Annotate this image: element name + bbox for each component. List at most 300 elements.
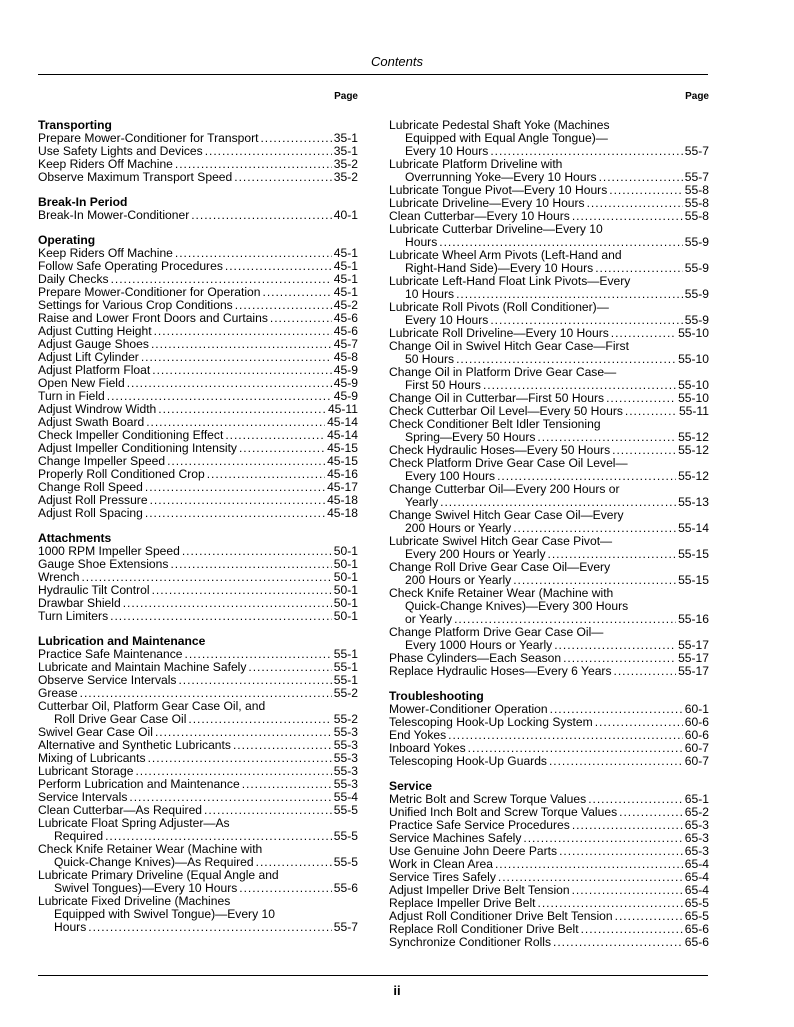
toc-entry-page: 55-12 bbox=[678, 443, 709, 457]
toc-entry-label: Check Cutterbar Oil Level—Every 50 Hours bbox=[389, 404, 623, 418]
toc-entry-label: Change Oil in Swivel Hitch Gear Case—First bbox=[389, 339, 629, 353]
toc-entry-page: 55-16 bbox=[678, 612, 709, 626]
toc-entry-label: Change Oil in Cutterbar—First 50 Hours bbox=[389, 391, 605, 405]
dot-leader bbox=[178, 674, 331, 687]
toc-entry[interactable] bbox=[389, 158, 709, 184]
section-title: Transporting bbox=[38, 118, 112, 132]
dot-leader bbox=[141, 351, 332, 364]
toc-entry-page: 55-7 bbox=[333, 920, 358, 934]
toc-entry-page: 45-1 bbox=[333, 272, 358, 286]
toc-entry[interactable] bbox=[38, 843, 358, 869]
toc-entry-page: 55-11 bbox=[678, 404, 709, 418]
toc-entry-page: 55-12 bbox=[678, 430, 709, 444]
toc-entry-label: Change Impeller Speed bbox=[38, 454, 166, 468]
toc-entry-page: 55-3 bbox=[333, 764, 358, 778]
footer-divider bbox=[38, 975, 708, 976]
dot-leader bbox=[599, 171, 683, 184]
toc-entry-label: or Yearly bbox=[405, 612, 453, 626]
toc-entry-label: Properly Roll Conditioned Crop bbox=[38, 467, 205, 481]
dot-leader bbox=[145, 507, 325, 520]
section-title: Attachments bbox=[38, 531, 112, 545]
toc-entry-label: Gauge Shoe Extensions bbox=[38, 557, 169, 571]
toc-entry-label: Required bbox=[54, 829, 104, 843]
toc-entry-label: 1000 RPM Impeller Speed bbox=[38, 544, 180, 558]
toc-entry[interactable] bbox=[38, 700, 358, 726]
dot-leader bbox=[587, 197, 683, 210]
dot-leader bbox=[148, 752, 332, 765]
dot-leader bbox=[207, 468, 325, 481]
toc-entry-label: Adjust Windrow Width bbox=[38, 402, 157, 416]
section-title: Operating bbox=[38, 233, 96, 247]
toc-entry-label: Prepare Mower-Conditioner for Operation bbox=[38, 285, 261, 299]
toc-entry-page: 55-2 bbox=[333, 712, 358, 726]
toc-entry-label: Lubricate Roll Driveline—Every 10 Hours bbox=[389, 326, 609, 340]
toc-entry[interactable] bbox=[38, 817, 358, 843]
toc-left-sections bbox=[38, 119, 358, 934]
toc-entry-label: Use Safety Lights and Devices bbox=[38, 144, 203, 158]
dot-leader bbox=[88, 921, 332, 934]
toc-section bbox=[38, 635, 358, 934]
toc-entry-page: 55-10 bbox=[678, 378, 709, 392]
toc-entry-page: 55-7 bbox=[684, 144, 709, 158]
toc-entry-label: Telescoping Hook-Up Locking System bbox=[389, 715, 593, 729]
toc-entry-label: Check Impeller Conditioning Effect bbox=[38, 428, 224, 442]
toc-entry-label: Lubricate Platform Driveline with bbox=[389, 157, 563, 171]
toc-entry[interactable] bbox=[389, 366, 709, 392]
toc-entry[interactable] bbox=[389, 119, 709, 158]
toc-entry-page: 35-1 bbox=[333, 144, 358, 158]
dot-leader bbox=[553, 936, 683, 949]
dot-leader bbox=[239, 882, 332, 895]
toc-entry-page: 55-3 bbox=[333, 725, 358, 739]
toc-entry-page: 55-1 bbox=[333, 647, 358, 661]
dot-leader bbox=[127, 377, 332, 390]
toc-entry-label: Observe Maximum Transport Speed bbox=[38, 170, 233, 184]
toc-entry-page: 45-17 bbox=[327, 480, 358, 494]
toc-entry-label: Spring—Every 50 Hours bbox=[405, 430, 536, 444]
toc-entry-label: Lubricate Cutterbar Driveline—Every 10 bbox=[389, 222, 603, 236]
dot-leader bbox=[239, 442, 325, 455]
toc-entry-page: 65-4 bbox=[684, 883, 709, 897]
toc-entry-page: 55-15 bbox=[678, 573, 709, 587]
header-divider bbox=[38, 74, 708, 75]
dot-leader bbox=[158, 403, 326, 416]
toc-entry-label: Mower-Conditioner Operation bbox=[389, 702, 548, 716]
dot-leader bbox=[270, 312, 332, 325]
toc-right-column bbox=[389, 90, 709, 961]
toc-entry-label: 200 Hours or Yearly bbox=[405, 573, 512, 587]
toc-entry-label: Synchronize Conditioner Rolls bbox=[389, 935, 552, 949]
toc-section bbox=[389, 690, 709, 768]
toc-entry-page: 50-1 bbox=[333, 557, 358, 571]
toc-entry-label: Use Genuine John Deere Parts bbox=[389, 844, 558, 858]
toc-entry-label: Turn Limiters bbox=[38, 609, 109, 623]
toc-entry-page: 45-18 bbox=[327, 493, 358, 507]
toc-entry-label: Observe Service Intervals bbox=[38, 673, 177, 687]
dot-leader bbox=[205, 145, 332, 158]
toc-entry-label: Raise and Lower Front Doors and Curtains bbox=[38, 311, 268, 325]
toc-entry-label: Adjust Roll Pressure bbox=[38, 493, 148, 507]
toc-entry-label: Every 1000 Hours or Yearly bbox=[405, 638, 553, 652]
dot-leader bbox=[260, 132, 331, 145]
dot-leader bbox=[170, 558, 331, 571]
toc-entry-page: 60-1 bbox=[684, 702, 709, 716]
toc-entry-page: 55-10 bbox=[678, 391, 709, 405]
toc-entry-label: Lubricant Storage bbox=[38, 764, 134, 778]
page-column-label: Page bbox=[685, 91, 709, 102]
toc-entry-label: Daily Checks bbox=[38, 272, 109, 286]
toc-entry-label: Quick-Change Knives)—As Required bbox=[54, 855, 254, 869]
toc-entry-label: Replace Hydraulic Hoses—Every 6 Years bbox=[389, 664, 612, 678]
toc-entry-label: Swivel Tongues)—Every 10 Hours bbox=[54, 881, 238, 895]
toc-entry[interactable] bbox=[38, 507, 358, 520]
toc-entry[interactable] bbox=[38, 869, 358, 895]
toc-entry-page: 60-7 bbox=[684, 741, 709, 755]
toc-entry-label: Service Intervals bbox=[38, 790, 128, 804]
toc-entry[interactable] bbox=[389, 483, 709, 509]
toc-entry-page: 45-1 bbox=[333, 285, 358, 299]
toc-entry-label: Service Tires Safely bbox=[389, 870, 496, 884]
toc-entry[interactable] bbox=[389, 587, 709, 626]
dot-leader bbox=[263, 286, 332, 299]
toc-entry-page: 45-6 bbox=[333, 311, 358, 325]
toc-section bbox=[38, 532, 358, 623]
toc-entry[interactable] bbox=[389, 509, 709, 535]
toc-entry-label: Perform Lubrication and Maintenance bbox=[38, 777, 240, 791]
dot-leader bbox=[609, 184, 683, 197]
toc-entry-label: Adjust Platform Float bbox=[38, 363, 151, 377]
toc-entry-label: Practice Safe Maintenance bbox=[38, 647, 183, 661]
toc-entry[interactable] bbox=[389, 936, 709, 949]
toc-entry-label: Lubricate Left-Hand Float Link Pivots—Every bbox=[389, 274, 631, 288]
toc-entry-page: 55-10 bbox=[678, 326, 709, 340]
toc-entry-page: 45-14 bbox=[327, 415, 358, 429]
toc-section bbox=[38, 234, 358, 520]
toc-entry-page: 55-9 bbox=[684, 287, 709, 301]
toc-entry-page: 45-9 bbox=[333, 376, 358, 390]
toc-entry-page: 55-3 bbox=[333, 777, 358, 791]
toc-entry[interactable] bbox=[389, 249, 709, 275]
toc-entry-page: 55-13 bbox=[678, 495, 709, 509]
dot-leader bbox=[559, 845, 683, 858]
toc-section bbox=[38, 196, 358, 222]
toc-entry-label: Lubricate Tongue Pivot—Every 10 Hours bbox=[389, 183, 608, 197]
dot-leader bbox=[191, 209, 332, 222]
dot-leader bbox=[448, 729, 683, 742]
toc-entry-page: 65-5 bbox=[684, 896, 709, 910]
toc-entry-label: Change Roll Speed bbox=[38, 480, 143, 494]
toc-entry-label: First 50 Hours bbox=[405, 378, 481, 392]
toc-entry-label: Every 100 Hours bbox=[405, 469, 496, 483]
toc-entry-label: Check Hydraulic Hoses—Every 50 Hours bbox=[389, 443, 611, 457]
toc-entry-page: 60-6 bbox=[684, 715, 709, 729]
toc-entry-label: Roll Drive Gear Case Oil bbox=[54, 712, 187, 726]
section-title: Lubrication and Maintenance bbox=[38, 634, 206, 648]
dot-leader bbox=[145, 481, 325, 494]
toc-entry-label: Mixing of Lubricants bbox=[38, 751, 146, 765]
toc-entry-label: Check Platform Drive Gear Case Oil Level— bbox=[389, 456, 628, 470]
toc-entry-label: Lubricate Driveline—Every 10 Hours bbox=[389, 196, 585, 210]
toc-entry-label: Adjust Impeller Drive Belt Tension bbox=[389, 883, 570, 897]
toc-entry-label: Adjust Gauge Shoes bbox=[38, 337, 149, 351]
toc-entry-page: 65-3 bbox=[684, 818, 709, 832]
toc-entry-label: Phase Cylinders—Each Season bbox=[389, 651, 562, 665]
toc-entry-label: Alternative and Synthetic Lubricants bbox=[38, 738, 231, 752]
toc-entry-page: 55-17 bbox=[678, 664, 709, 678]
dot-leader bbox=[615, 910, 683, 923]
toc-entry-label: Lubricate Swivel Hitch Gear Case Pivot— bbox=[389, 534, 613, 548]
toc-entry-label: Adjust Impeller Conditioning Intensity bbox=[38, 441, 237, 455]
toc-entry-page: 55-14 bbox=[678, 521, 709, 535]
section-title: Break-In Period bbox=[38, 195, 128, 209]
dot-leader bbox=[572, 819, 683, 832]
toc-entry-page: 55-7 bbox=[684, 170, 709, 184]
toc-entry-label: Every 10 Hours bbox=[405, 144, 489, 158]
dot-leader bbox=[182, 545, 332, 558]
toc-entry[interactable] bbox=[389, 561, 709, 587]
dot-leader bbox=[150, 494, 326, 507]
page-number: ii bbox=[393, 983, 401, 998]
toc-entry-page: 45-15 bbox=[327, 454, 358, 468]
toc-entry-page: 50-1 bbox=[333, 583, 358, 597]
dot-leader bbox=[188, 713, 331, 726]
toc-entry-label: Lubricate Pedestal Shaft Yoke (Machines bbox=[389, 118, 610, 132]
toc-entry-page: 55-9 bbox=[684, 313, 709, 327]
toc-section bbox=[389, 780, 709, 949]
toc-entry[interactable] bbox=[38, 610, 358, 623]
toc-entry-label: Practice Safe Service Procedures bbox=[389, 818, 570, 832]
toc-entry-label: Lubricate Fixed Driveline (Machines bbox=[38, 894, 231, 908]
toc-entry-page: 55-5 bbox=[333, 803, 358, 817]
toc-entry[interactable] bbox=[38, 209, 358, 222]
toc-entry-label: 200 Hours or Yearly bbox=[405, 521, 512, 535]
toc-entry[interactable] bbox=[389, 418, 709, 444]
toc-entry-page: 65-2 bbox=[684, 805, 709, 819]
toc-entry-label: Change Oil in Platform Drive Gear Case— bbox=[389, 365, 617, 379]
dot-leader bbox=[581, 923, 683, 936]
toc-entry-page: 55-12 bbox=[678, 469, 709, 483]
toc-entry-label: Settings for Various Crop Conditions bbox=[38, 298, 233, 312]
dot-leader bbox=[152, 364, 332, 377]
toc-section bbox=[389, 119, 709, 678]
toc-entry-label: Unified Inch Bolt and Screw Torque Values bbox=[389, 805, 618, 819]
toc-entry-page: 45-8 bbox=[333, 350, 358, 364]
toc-entry[interactable] bbox=[389, 457, 709, 483]
dot-leader bbox=[225, 260, 332, 273]
toc-entry-label: Change Swivel Hitch Gear Case Oil—Every bbox=[389, 508, 624, 522]
toc-entry-label: Lubricate and Maintain Machine Safely bbox=[38, 660, 247, 674]
toc-entry-page: 55-3 bbox=[333, 751, 358, 765]
toc-entry-label: Wrench bbox=[38, 570, 80, 584]
dot-leader bbox=[123, 597, 332, 610]
toc-entry-label: Work in Clean Area bbox=[389, 857, 493, 871]
toc-entry-label: 50 Hours bbox=[405, 352, 455, 366]
toc-entry-page: 55-10 bbox=[678, 352, 709, 366]
toc-entry-label: Grease bbox=[38, 686, 78, 700]
dot-leader bbox=[225, 429, 325, 442]
toc-entry-label: Lubricate Wheel Arm Pivots (Left-Hand and bbox=[389, 248, 622, 262]
toc-entry-page: 55-9 bbox=[684, 261, 709, 275]
toc-entry-page: 55-17 bbox=[678, 638, 709, 652]
toc-entry-label: Break-In Mower-Conditioner bbox=[38, 208, 190, 222]
toc-entry-page: 55-9 bbox=[684, 235, 709, 249]
toc-entry-page: 55-1 bbox=[333, 673, 358, 687]
toc-entry-label: Every 200 Hours or Yearly bbox=[405, 547, 546, 561]
toc-entry-page: 55-6 bbox=[333, 881, 358, 895]
dot-leader bbox=[495, 858, 683, 871]
dot-leader bbox=[625, 405, 677, 418]
toc-entry-label: Hydraulic Tilt Control bbox=[38, 583, 150, 597]
toc-entry-page: 45-18 bbox=[327, 506, 358, 520]
toc-entry-page: 50-1 bbox=[333, 544, 358, 558]
toc-entry-label: Equipped with Swivel Tongue)—Every 10 bbox=[54, 907, 275, 921]
toc-entry-label: Clean Cutterbar—Every 10 Hours bbox=[389, 209, 570, 223]
toc-entry-label: Change Platform Drive Gear Case Oil— bbox=[389, 625, 604, 639]
dot-leader bbox=[619, 806, 683, 819]
toc-entry[interactable] bbox=[389, 626, 709, 652]
toc-entry[interactable] bbox=[389, 340, 709, 366]
toc-entry-label: Yearly bbox=[405, 495, 439, 509]
toc-entry-label: Replace Roll Conditioner Drive Belt bbox=[389, 922, 579, 936]
dot-leader bbox=[152, 584, 332, 597]
toc-entry[interactable] bbox=[389, 223, 709, 249]
toc-entry-page: 55-4 bbox=[333, 790, 358, 804]
toc-entry-page: 45-2 bbox=[333, 298, 358, 312]
toc-entry-label: Drawbar Shield bbox=[38, 596, 121, 610]
toc-entry-label: Telescoping Hook-Up Guards bbox=[389, 754, 547, 768]
toc-entry-label: Equipped with Equal Angle Tongue)— bbox=[405, 131, 608, 145]
toc-entry-page: 35-2 bbox=[333, 157, 358, 171]
toc-section bbox=[38, 119, 358, 184]
toc-entry-page: 45-9 bbox=[333, 389, 358, 403]
dot-leader bbox=[242, 778, 332, 791]
toc-entry-page: 65-1 bbox=[684, 792, 709, 806]
toc-entry-page: 35-1 bbox=[333, 131, 358, 145]
toc-entry-page: 65-6 bbox=[684, 935, 709, 949]
toc-entry[interactable] bbox=[389, 301, 709, 327]
toc-entry-label: Cutterbar Oil, Platform Gear Case Oil, and bbox=[38, 699, 266, 713]
toc-entry-page: 60-7 bbox=[684, 754, 709, 768]
toc-entry-page: 65-3 bbox=[684, 831, 709, 845]
toc-entry-label: Adjust Cutting Height bbox=[38, 324, 152, 338]
section-title: Service bbox=[389, 779, 433, 793]
toc-entry-page: 50-1 bbox=[333, 570, 358, 584]
toc-entry-page: 65-3 bbox=[684, 844, 709, 858]
toc-entry[interactable] bbox=[389, 665, 709, 678]
toc-entry-label: Hours bbox=[54, 920, 87, 934]
dot-leader bbox=[151, 338, 332, 351]
toc-entry-label: Service Machines Safely bbox=[389, 831, 522, 845]
toc-entry-label: Lubricate Roll Pivots (Roll Conditioner)— bbox=[389, 300, 609, 314]
page-title: Contents bbox=[370, 54, 424, 69]
toc-entry[interactable] bbox=[389, 755, 709, 768]
toc-left-column bbox=[38, 90, 358, 946]
toc-entry-label: Change Roll Drive Gear Case Oil—Every bbox=[389, 560, 611, 574]
toc-entry-label: Hours bbox=[405, 235, 438, 249]
toc-entry-page: 55-15 bbox=[678, 547, 709, 561]
dot-leader bbox=[554, 639, 676, 652]
toc-entry-page: 45-1 bbox=[333, 246, 358, 260]
toc-entry-label: Overrunning Yoke—Every 10 Hours bbox=[405, 170, 597, 184]
toc-entry-label: Check Knife Retainer Wear (Machine with bbox=[389, 586, 614, 600]
toc-entry[interactable] bbox=[389, 275, 709, 301]
toc-entry-label: Keep Riders Off Machine bbox=[38, 246, 173, 260]
toc-entry-page: 55-17 bbox=[678, 651, 709, 665]
toc-entry-label: Prepare Mower-Conditioner for Transport bbox=[38, 131, 259, 145]
toc-entry-label: Change Cutterbar Oil—Every 200 Hours or bbox=[389, 482, 620, 496]
toc-entry-label: Lubricate Primary Driveline (Equal Angle and bbox=[38, 868, 279, 882]
toc-entry-page: 45-14 bbox=[327, 428, 358, 442]
toc-entry-page: 40-1 bbox=[333, 208, 358, 222]
toc-entry-page: 55-5 bbox=[333, 855, 358, 869]
dot-leader bbox=[233, 739, 332, 752]
dot-leader bbox=[549, 755, 683, 768]
dot-leader bbox=[110, 610, 332, 623]
toc-entry-label: Clean Cutterbar—As Required bbox=[38, 803, 203, 817]
dot-leader bbox=[614, 665, 677, 678]
toc-entry-label: Inboard Yokes bbox=[389, 741, 466, 755]
toc-entry-page: 50-1 bbox=[333, 596, 358, 610]
toc-entry-label: Adjust Roll Conditioner Drive Belt Tension bbox=[389, 909, 613, 923]
toc-entry-label: Check Knife Retainer Wear (Machine with bbox=[38, 842, 263, 856]
dot-leader bbox=[595, 716, 683, 729]
toc-entry-label: Lubricate Float Spring Adjuster—As bbox=[38, 816, 230, 830]
toc-entry-label: Open New Field bbox=[38, 376, 125, 390]
toc-entry[interactable] bbox=[389, 535, 709, 561]
toc-entry-page: 45-15 bbox=[327, 441, 358, 455]
toc-entry-label: Adjust Roll Spacing bbox=[38, 506, 143, 520]
toc-entry-page: 55-1 bbox=[333, 660, 358, 674]
toc-entry-page: 55-2 bbox=[333, 686, 358, 700]
toc-entry-page: 45-7 bbox=[333, 337, 358, 351]
toc-entry-page: 55-5 bbox=[333, 829, 358, 843]
toc-entry-page: 45-11 bbox=[327, 402, 358, 416]
toc-right-sections bbox=[389, 119, 709, 949]
toc-entry-label: 10 Hours bbox=[405, 287, 455, 301]
toc-entry[interactable] bbox=[38, 895, 358, 934]
section-title: Troubleshooting bbox=[389, 689, 484, 703]
toc-entry-page: 55-8 bbox=[684, 196, 709, 210]
toc-entry-page: 65-6 bbox=[684, 922, 709, 936]
toc-entry-label: Keep Riders Off Machine bbox=[38, 157, 173, 171]
toc-entry-page: 65-4 bbox=[684, 857, 709, 871]
toc-entry-label: Quick-Change Knives)—Every 300 Hours bbox=[405, 599, 629, 613]
toc-entry[interactable] bbox=[38, 171, 358, 184]
toc-entry-page: 55-3 bbox=[333, 738, 358, 752]
toc-entry-page: 45-6 bbox=[333, 324, 358, 338]
dot-leader bbox=[234, 171, 332, 184]
toc-entry-label: Follow Safe Operating Procedures bbox=[38, 259, 223, 273]
toc-entry-page: 45-16 bbox=[327, 467, 358, 481]
toc-entry-label: Replace Impeller Drive Belt bbox=[389, 896, 536, 910]
toc-entry-page: 60-6 bbox=[684, 728, 709, 742]
dot-leader bbox=[154, 325, 332, 338]
toc-entry-label: Every 10 Hours bbox=[405, 313, 489, 327]
toc-entry-page: 65-4 bbox=[684, 870, 709, 884]
toc-entry-page: 45-1 bbox=[333, 259, 358, 273]
toc-entry-page: 45-9 bbox=[333, 363, 358, 377]
toc-entry[interactable] bbox=[38, 558, 358, 571]
toc-entry-label: Metric Bolt and Screw Torque Values bbox=[389, 792, 587, 806]
toc-entry[interactable] bbox=[38, 674, 358, 687]
toc-entry-page: 65-5 bbox=[684, 909, 709, 923]
toc-entry-page: 55-8 bbox=[684, 183, 709, 197]
toc-entry-label: Swivel Gear Case Oil bbox=[38, 725, 153, 739]
toc-entry-page: 50-1 bbox=[333, 609, 358, 623]
dot-leader bbox=[572, 884, 683, 897]
toc-entry-page: 55-8 bbox=[684, 209, 709, 223]
toc-entry-label: Turn in Field bbox=[38, 389, 105, 403]
